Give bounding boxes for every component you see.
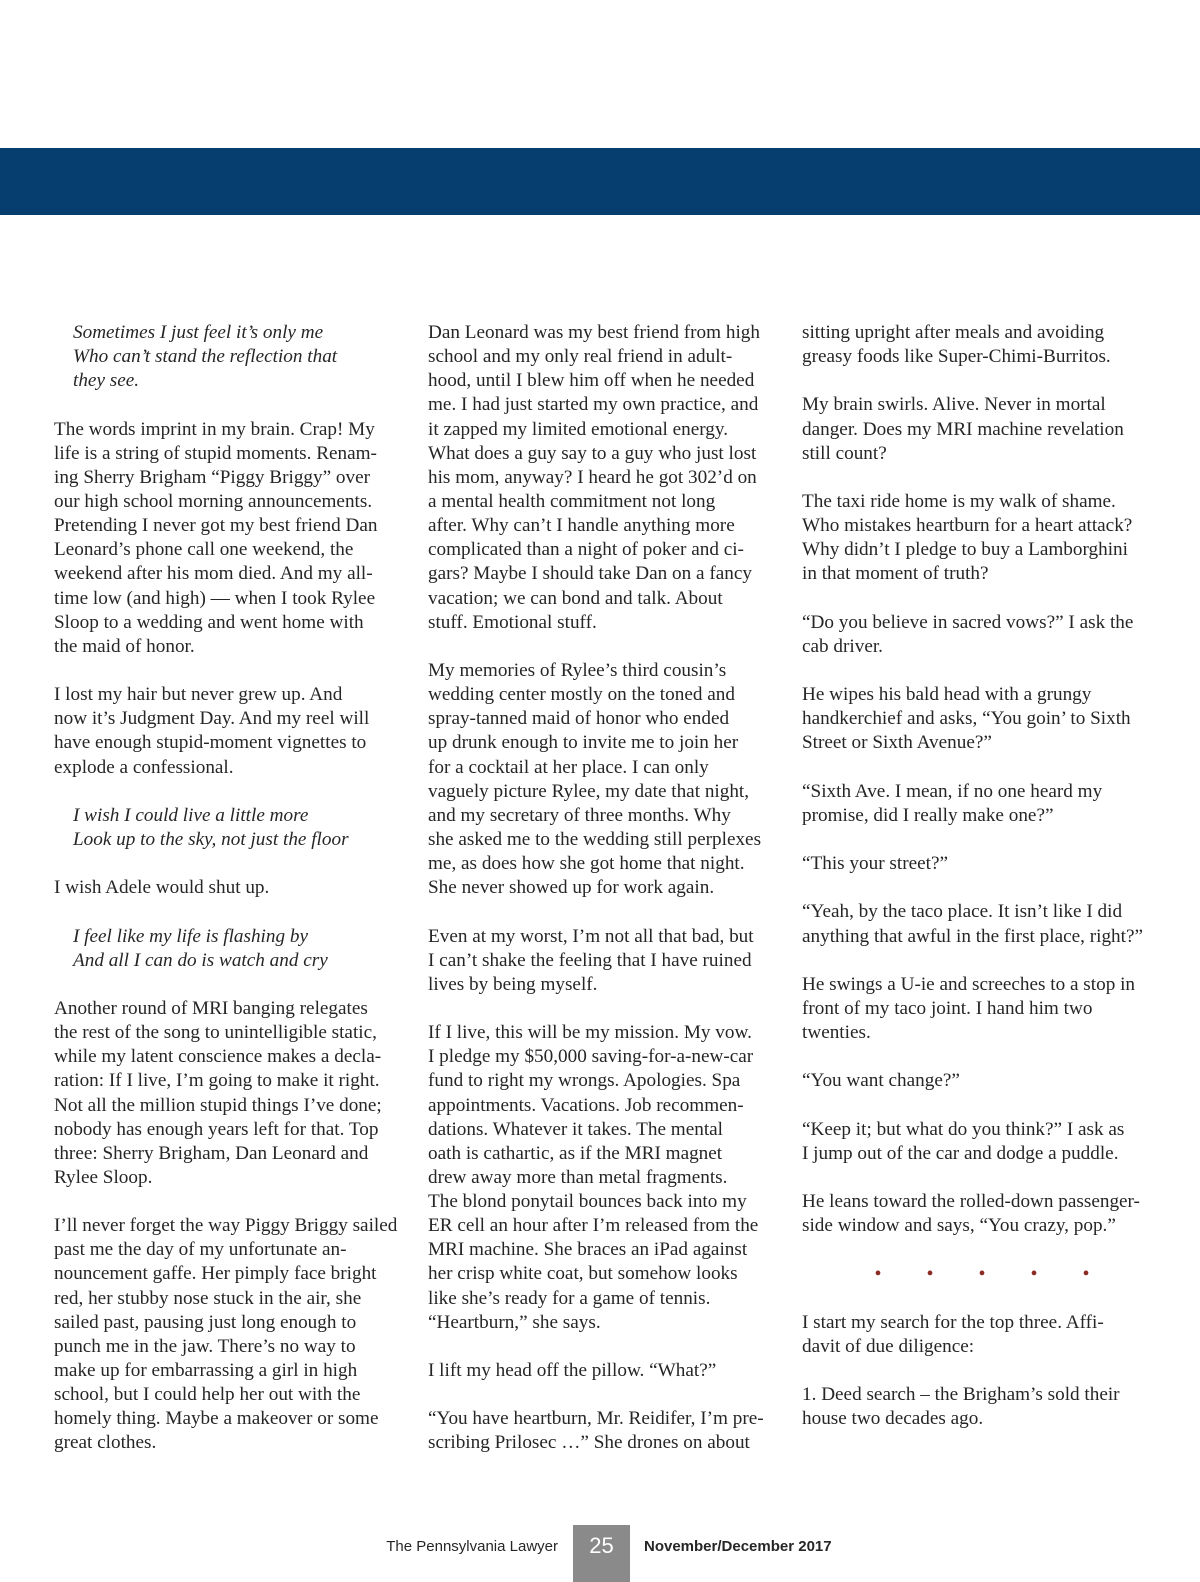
publication-name: The Pennsylvania Lawyer bbox=[386, 1538, 558, 1555]
text-line: past me the day of my unfortunate an- bbox=[54, 1239, 347, 1261]
article-column-3 bbox=[802, 321, 1142, 1431]
body-paragraph bbox=[802, 321, 1142, 369]
body-paragraph bbox=[802, 611, 1142, 659]
text-line: weekend after his mom died. And my all- bbox=[54, 563, 373, 585]
body-paragraph bbox=[54, 876, 394, 900]
text-line: What does a guy say to a guy who just lost bbox=[428, 442, 757, 464]
text-line: davit of due diligence: bbox=[802, 1335, 975, 1357]
text-line: in that moment of truth? bbox=[802, 563, 989, 585]
text-line: “Keep it; but what do you think?” I ask as bbox=[802, 1118, 1125, 1140]
text-line: after. Why can’t I handle anything more bbox=[428, 515, 735, 537]
body-paragraph bbox=[54, 683, 394, 780]
text-line: sailed past, pausing just long enough to bbox=[54, 1311, 357, 1333]
text-line: Street or Sixth Avenue?” bbox=[802, 732, 992, 754]
text-line: I lift my head off the pillow. “What?” bbox=[428, 1360, 717, 1382]
body-paragraph bbox=[802, 1118, 1142, 1166]
text-line: “Heartburn,” she says. bbox=[428, 1311, 601, 1333]
text-line: I pledge my $50,000 saving-for-a-new-car bbox=[428, 1046, 754, 1068]
text-line: life is a string of stupid moments. Renam- bbox=[54, 442, 377, 464]
text-line: explode a confessional. bbox=[54, 756, 234, 778]
text-line: “Do you believe in sacred vows?” I ask the bbox=[802, 611, 1134, 633]
body-paragraph bbox=[802, 683, 1142, 755]
text-line: Rylee Sloop. bbox=[54, 1166, 153, 1188]
text-line: make up for embarrassing a girl in high bbox=[54, 1360, 358, 1382]
page-footer bbox=[0, 1525, 1200, 1582]
text-line: Sometimes I just feel it’s only me bbox=[73, 322, 324, 343]
text-line: great clothes. bbox=[54, 1432, 157, 1454]
text-line: “You have heartburn, Mr. Reidifer, I’m pre- bbox=[428, 1408, 764, 1430]
text-line: The blond ponytail bounces back into my bbox=[428, 1191, 747, 1213]
text-line: spray-tanned maid of honor who ended bbox=[428, 708, 730, 730]
text-line: “You want change?” bbox=[802, 1070, 960, 1092]
text-line: My brain swirls. Alive. Never in mortal bbox=[802, 394, 1106, 416]
text-line: red, her stubby nose stuck in the air, she bbox=[54, 1287, 362, 1309]
text-line: me. I had just started my own practice, and bbox=[428, 394, 759, 416]
text-line: I’ll never forget the way Piggy Briggy sailed bbox=[54, 1215, 398, 1237]
body-paragraph bbox=[802, 393, 1142, 465]
body-paragraph bbox=[428, 1407, 768, 1455]
text-line: Dan Leonard was my best friend from high bbox=[428, 322, 760, 343]
text-line: it zapped my limited emotional energy. bbox=[428, 418, 728, 440]
text-line: time low (and high) — when I took Rylee bbox=[54, 587, 376, 609]
text-line: her crisp white coat, but somehow looks bbox=[428, 1263, 738, 1285]
issue-date: November/December 2017 bbox=[644, 1538, 832, 1555]
text-line: dations. Whatever it takes. The mental bbox=[428, 1118, 724, 1140]
text-line: I jump out of the car and dodge a puddle. bbox=[802, 1142, 1119, 1164]
lyric-verse bbox=[54, 321, 394, 393]
text-line: Leonard’s phone call one weekend, the bbox=[54, 539, 354, 561]
body-paragraph bbox=[428, 1021, 768, 1335]
text-line: And all I can do is watch and cry bbox=[73, 949, 328, 971]
text-line: complicated than a night of poker and ci- bbox=[428, 539, 744, 561]
text-line: homely thing. Maybe a makeover or some bbox=[54, 1408, 379, 1430]
text-line: hood, until I blew him off when he needed bbox=[428, 370, 755, 392]
text-line: twenties. bbox=[802, 1022, 871, 1044]
article-column-1 bbox=[54, 321, 398, 1456]
text-line: while my latent conscience makes a decla- bbox=[54, 1046, 382, 1068]
text-line: Who can’t stand the reflection that bbox=[73, 346, 338, 368]
text-line: Another round of MRI banging relegates bbox=[54, 997, 368, 1019]
body-paragraph bbox=[802, 780, 1142, 828]
text-line: have enough stupid-moment vignettes to bbox=[54, 732, 367, 754]
text-line: I lost my hair but never grew up. And bbox=[54, 684, 343, 706]
text-line: nouncement gaffe. Her pimply face bright bbox=[54, 1263, 377, 1285]
text-line: drew away more than metal fragments. bbox=[428, 1166, 728, 1188]
text-line: up drunk enough to invite me to join her bbox=[428, 732, 739, 754]
text-line: He swings a U-ie and screeches to a stop in bbox=[802, 973, 1136, 995]
text-line: anything that awful in the first place, right?” bbox=[802, 925, 1143, 947]
body-paragraph bbox=[802, 1069, 1142, 1093]
body-paragraph bbox=[54, 418, 394, 659]
text-line: Why didn’t I pledge to buy a Lamborghini bbox=[802, 539, 1128, 561]
text-line: a mental health commitment not long bbox=[428, 490, 716, 512]
text-line: He wipes his bald head with a grungy bbox=[802, 684, 1092, 706]
text-line: ration: If I live, I’m going to make it right. bbox=[54, 1070, 380, 1092]
text-line: greasy foods like Super-Chimi-Burritos. bbox=[802, 346, 1111, 368]
text-line: Even at my worst, I’m not all that bad, but bbox=[428, 925, 754, 947]
text-line: front of my taco joint. I hand him two bbox=[802, 997, 1093, 1019]
body-paragraph bbox=[428, 925, 768, 997]
text-line: house two decades ago. bbox=[802, 1408, 984, 1430]
text-line: I wish Adele would shut up. bbox=[54, 877, 270, 899]
text-line: ER cell an hour after I’m released from the bbox=[428, 1215, 759, 1237]
body-paragraph bbox=[54, 1214, 398, 1455]
text-line: promise, did I really make one?” bbox=[802, 804, 1054, 826]
body-paragraph bbox=[802, 973, 1142, 1045]
text-line: school and my only real friend in adult- bbox=[428, 346, 733, 368]
text-line: the maid of honor. bbox=[54, 635, 195, 657]
text-line: now it’s Judgment Day. And my reel will bbox=[54, 708, 370, 730]
text-line: “This your street?” bbox=[802, 853, 948, 875]
body-paragraph bbox=[428, 659, 768, 900]
text-line: cab driver. bbox=[802, 635, 883, 657]
text-line: danger. Does my MRI machine revelation bbox=[802, 418, 1124, 440]
text-line: and my secretary of three months. Why bbox=[428, 804, 731, 826]
text-line: gars? Maybe I should take Dan on a fancy bbox=[428, 563, 752, 585]
text-line: The taxi ride home is my walk of shame. bbox=[802, 490, 1116, 512]
text-line: appointments. Vacations. Job recommen- bbox=[428, 1094, 744, 1116]
text-line: “Sixth Ave. I mean, if no one heard my bbox=[802, 780, 1103, 802]
text-line: MRI machine. She braces an iPad against bbox=[428, 1239, 748, 1261]
page-number: 25 bbox=[573, 1525, 630, 1582]
text-line: me, as does how she got home that night. bbox=[428, 853, 745, 875]
text-line: ing Sherry Brigham “Piggy Briggy” over bbox=[54, 466, 371, 488]
text-line: Pretending I never got my best friend Dan bbox=[54, 515, 378, 537]
text-line: handkerchief and asks, “You goin’ to Sixth bbox=[802, 708, 1131, 730]
text-line: I can’t shake the feeling that I have ruined bbox=[428, 949, 752, 971]
body-paragraph bbox=[802, 900, 1142, 948]
text-line: the rest of the song to unintelligible static, bbox=[54, 1022, 377, 1044]
text-line: I feel like my life is flashing by bbox=[73, 925, 308, 947]
text-line: like she’s ready for a game of tennis. bbox=[428, 1287, 711, 1309]
text-line: “Yeah, by the taco place. It isn’t like I did bbox=[802, 901, 1123, 923]
section-divider: • • • • • bbox=[874, 1263, 1110, 1286]
text-line: lives by being myself. bbox=[428, 973, 598, 995]
article-column-2 bbox=[428, 321, 768, 1456]
text-line: She never showed up for work again. bbox=[428, 877, 715, 899]
text-line: Who mistakes heartburn for a heart attack? bbox=[802, 515, 1133, 537]
text-line: oath is cathartic, as if the MRI magnet bbox=[428, 1142, 723, 1164]
text-line: I wish I could live a little more bbox=[73, 804, 309, 826]
lyric-verse bbox=[54, 925, 394, 973]
text-line: My memories of Rylee’s third cousin’s bbox=[428, 659, 727, 681]
text-line: she asked me to the wedding still perplexes bbox=[428, 828, 762, 850]
text-line: three: Sherry Brigham, Dan Leonard and bbox=[54, 1142, 369, 1164]
lyric-verse bbox=[54, 804, 394, 852]
text-line: Sloop to a wedding and went home with bbox=[54, 611, 364, 633]
body-paragraph bbox=[802, 490, 1142, 587]
text-line: sitting upright after meals and avoiding bbox=[802, 322, 1105, 343]
text-line: He leans toward the rolled-down passenger- bbox=[802, 1191, 1140, 1213]
body-paragraph bbox=[428, 321, 768, 635]
text-line: vaguely picture Rylee, my date that night, bbox=[428, 780, 750, 802]
text-line: vacation; we can bond and talk. About bbox=[428, 587, 723, 609]
body-paragraph bbox=[54, 997, 394, 1190]
text-line: side window and says, “You crazy, pop.” bbox=[802, 1215, 1116, 1237]
text-line: our high school morning announcements. bbox=[54, 490, 373, 512]
text-line: they see. bbox=[73, 370, 140, 392]
text-line: his mom, anyway? I heard he got 302’d on bbox=[428, 466, 757, 488]
body-paragraph bbox=[802, 1311, 1142, 1359]
text-line: Not all the million stupid things I’ve done; bbox=[54, 1094, 382, 1116]
text-line: 1. Deed search – the Brigham’s sold their bbox=[802, 1384, 1120, 1406]
body-paragraph bbox=[802, 1190, 1142, 1238]
text-line: If I live, this will be my mission. My vow. bbox=[428, 1022, 752, 1044]
text-line: nobody has enough years left for that. Top bbox=[54, 1118, 379, 1140]
text-line: Look up to the sky, not just the floor bbox=[73, 828, 349, 850]
body-paragraph bbox=[802, 1383, 1142, 1431]
header-banner bbox=[0, 148, 1200, 215]
text-line: still count? bbox=[802, 442, 887, 464]
body-paragraph bbox=[428, 1359, 768, 1383]
text-line: wedding center mostly on the toned and bbox=[428, 684, 735, 706]
text-line: school, but I could help her out with the bbox=[54, 1384, 361, 1406]
text-line: fund to right my wrongs. Apologies. Spa bbox=[428, 1070, 741, 1092]
text-line: The words imprint in my brain. Crap! My bbox=[54, 418, 375, 440]
text-line: stuff. Emotional stuff. bbox=[428, 611, 597, 633]
body-paragraph bbox=[802, 852, 1142, 876]
text-line: scribing Prilosec …” She drones on about bbox=[428, 1432, 750, 1454]
text-line: I start my search for the top three. Affi- bbox=[802, 1311, 1104, 1333]
text-line: punch me in the jaw. There’s no way to bbox=[54, 1335, 356, 1357]
text-line: for a cocktail at her place. I can only bbox=[428, 756, 709, 778]
